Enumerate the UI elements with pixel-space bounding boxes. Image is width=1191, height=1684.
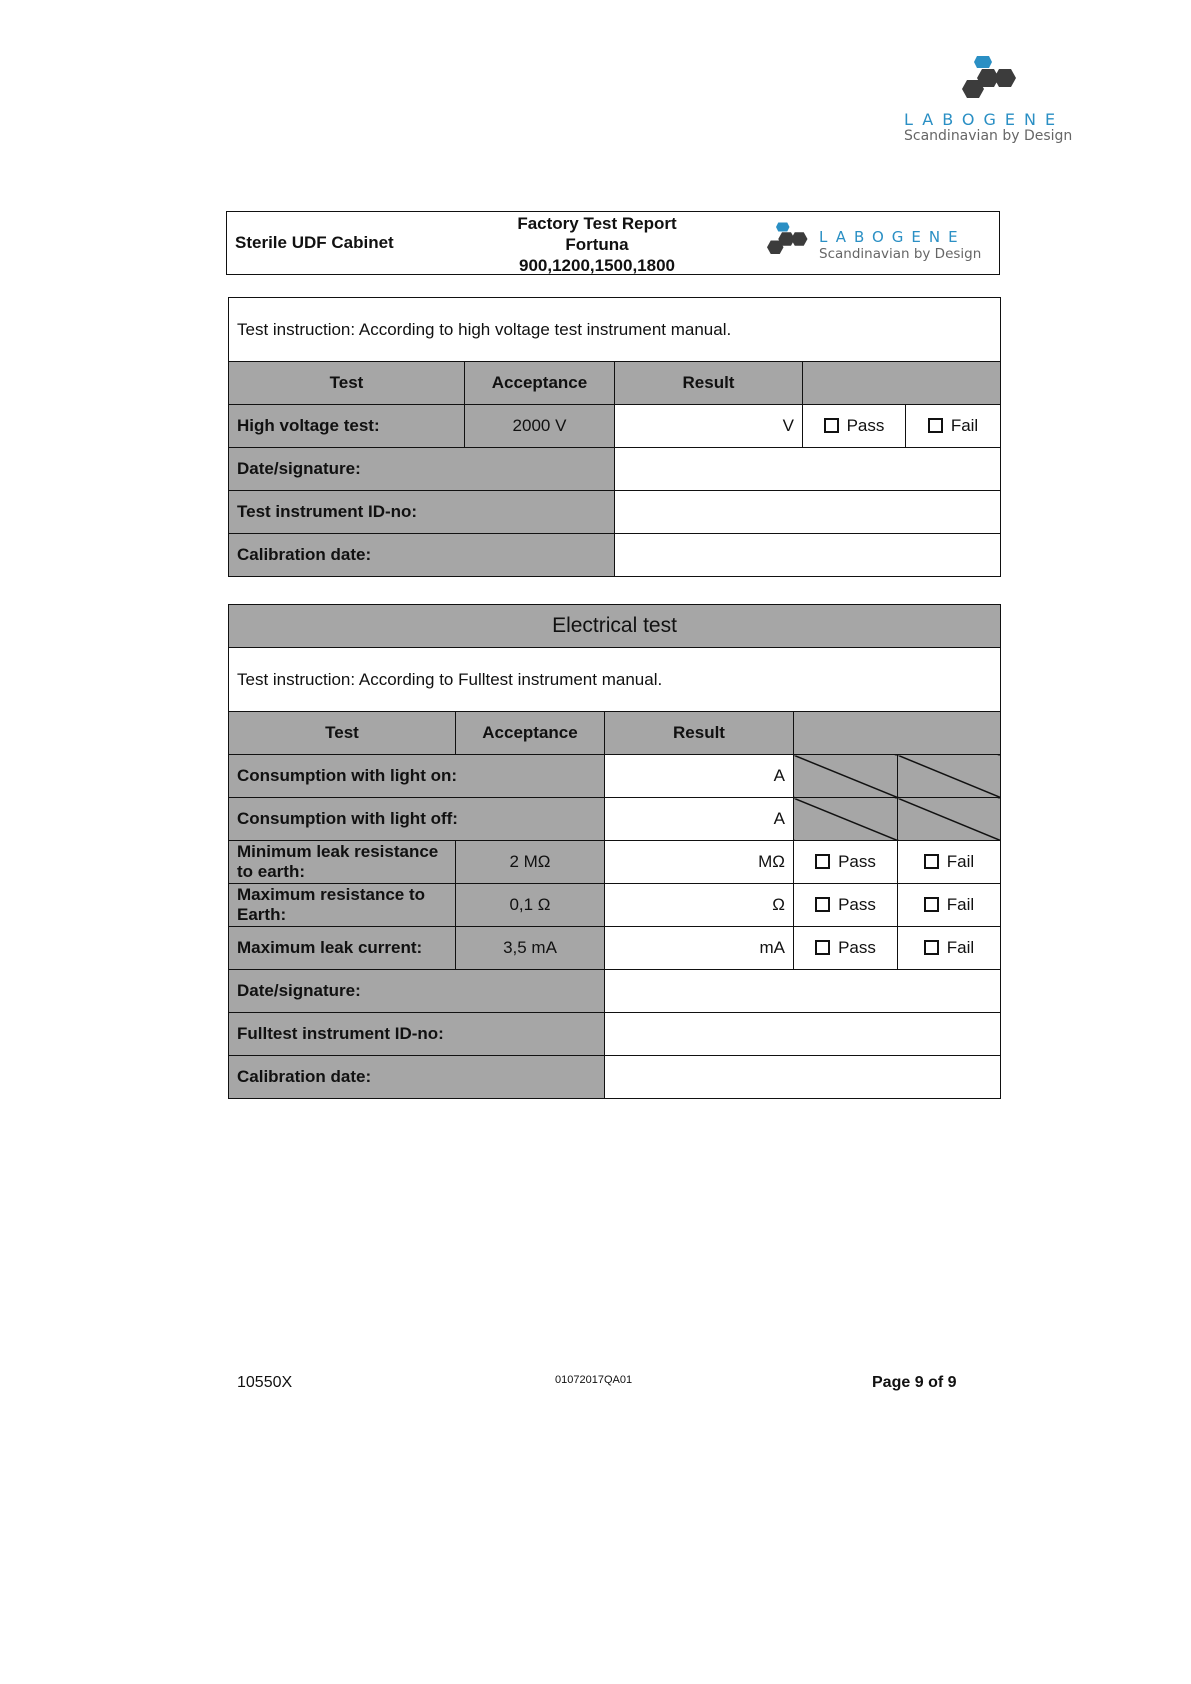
test-instruction: Test instruction: According to Fulltest instrument manual. bbox=[229, 648, 1001, 712]
header-logo-small bbox=[767, 220, 997, 268]
page-label: Page bbox=[872, 1374, 911, 1391]
crossed-out-cell bbox=[794, 755, 898, 798]
date-signature-label: Date/signature: bbox=[229, 448, 615, 491]
acceptance-value: 2 MΩ bbox=[456, 841, 605, 884]
table-row bbox=[229, 841, 1001, 884]
page-current: 9 bbox=[914, 1374, 924, 1391]
table-row bbox=[229, 884, 1001, 927]
pass-label: Pass bbox=[846, 416, 885, 435]
fail-label: Fail bbox=[950, 416, 979, 435]
report-title-block bbox=[497, 213, 697, 276]
brand-wordmark: LABOGENE bbox=[904, 110, 1065, 129]
fail-checkbox[interactable] bbox=[898, 927, 1001, 970]
unit-label: Ω bbox=[772, 895, 785, 914]
pass-checkbox[interactable] bbox=[794, 927, 898, 970]
hexagon-logo-icon bbox=[962, 56, 1026, 100]
pass-label: Pass bbox=[838, 895, 876, 914]
calibration-date-field[interactable] bbox=[605, 1056, 1001, 1099]
table-row bbox=[229, 755, 1001, 798]
table-row bbox=[229, 927, 1001, 970]
result-field[interactable] bbox=[605, 798, 794, 841]
unit-label: A bbox=[773, 766, 785, 785]
section-title bbox=[229, 605, 1001, 648]
result-field[interactable] bbox=[605, 927, 794, 970]
fail-checkbox[interactable] bbox=[906, 405, 1001, 448]
checkbox-icon bbox=[924, 897, 939, 912]
date-signature-field[interactable] bbox=[605, 970, 1001, 1013]
pass-checkbox[interactable] bbox=[794, 884, 898, 927]
calibration-date-label: Calibration date: bbox=[229, 534, 615, 577]
row-label: High voltage test: bbox=[229, 405, 465, 448]
electrical-test-table bbox=[228, 604, 1001, 1099]
row-label: Maximum leak current: bbox=[229, 927, 456, 970]
crossed-out-cell bbox=[898, 755, 1001, 798]
doc-number: 10550X bbox=[237, 1374, 293, 1391]
brand-tagline: Scandinavian by Design bbox=[819, 246, 982, 262]
result-field[interactable] bbox=[605, 884, 794, 927]
unit-label: V bbox=[782, 416, 794, 435]
col-header-result: Result bbox=[605, 712, 794, 755]
row-label: Minimum leak resistance to earth: bbox=[229, 841, 456, 884]
high-voltage-table bbox=[228, 297, 1001, 577]
checkbox-icon bbox=[815, 897, 830, 912]
fail-label: Fail bbox=[946, 938, 975, 957]
hexagon-logo-icon bbox=[767, 222, 815, 256]
report-title: Factory Test Report bbox=[517, 214, 677, 233]
acceptance-value: 2000 V bbox=[465, 405, 615, 448]
instrument-id-label: Test instrument ID-no: bbox=[229, 491, 615, 534]
result-field[interactable] bbox=[605, 841, 794, 884]
instrument-id-label: Fulltest instrument ID-no: bbox=[229, 1013, 605, 1056]
report-header bbox=[226, 211, 1000, 275]
model-name: Fortuna bbox=[565, 235, 629, 254]
instrument-id-field[interactable] bbox=[615, 491, 1001, 534]
unit-label: A bbox=[773, 809, 785, 828]
result-field[interactable] bbox=[605, 755, 794, 798]
pass-label: Pass bbox=[838, 852, 876, 871]
col-header-test: Test bbox=[229, 712, 456, 755]
checkbox-icon bbox=[924, 854, 939, 869]
result-field[interactable] bbox=[615, 405, 803, 448]
acceptance-value: 0,1 Ω bbox=[456, 884, 605, 927]
product-name: Sterile UDF Cabinet bbox=[235, 233, 394, 252]
calibration-date-label: Calibration date: bbox=[229, 1056, 605, 1099]
col-header-acceptance: Acceptance bbox=[456, 712, 605, 755]
revision-code: 01072017QA01 bbox=[555, 1374, 633, 1386]
pass-checkbox[interactable] bbox=[794, 841, 898, 884]
pass-checkbox[interactable] bbox=[803, 405, 906, 448]
fail-label: Fail bbox=[946, 852, 975, 871]
brand-wordmark: LABOGENE bbox=[819, 228, 966, 246]
col-header-empty bbox=[803, 362, 1001, 405]
fail-checkbox[interactable] bbox=[898, 884, 1001, 927]
acceptance-value: 3,5 mA bbox=[456, 927, 605, 970]
crossed-out-cell bbox=[898, 798, 1001, 841]
col-header-empty bbox=[794, 712, 1001, 755]
checkbox-icon bbox=[815, 854, 830, 869]
checkbox-icon bbox=[928, 418, 943, 433]
unit-label: mA bbox=[759, 938, 785, 957]
fail-checkbox[interactable] bbox=[898, 841, 1001, 884]
instrument-id-field[interactable] bbox=[605, 1013, 1001, 1056]
page-total: 9 bbox=[947, 1374, 957, 1391]
checkbox-icon bbox=[824, 418, 839, 433]
row-label: Consumption with light off: bbox=[229, 798, 605, 841]
fail-label: Fail bbox=[946, 895, 975, 914]
row-label: Consumption with light on: bbox=[229, 755, 605, 798]
pass-label: Pass bbox=[838, 938, 876, 957]
date-signature-field[interactable] bbox=[615, 448, 1001, 491]
unit-label: MΩ bbox=[758, 852, 785, 871]
page-number bbox=[872, 1374, 957, 1392]
row-label: Maximum resistance to Earth: bbox=[229, 884, 456, 927]
calibration-date-field[interactable] bbox=[615, 534, 1001, 577]
section-title-text: Electrical test bbox=[552, 614, 677, 637]
date-signature-label: Date/signature: bbox=[229, 970, 605, 1013]
col-header-result: Result bbox=[615, 362, 803, 405]
header-logo bbox=[900, 56, 1080, 146]
test-instruction: Test instruction: According to high voltage test instrument manual. bbox=[229, 298, 1001, 362]
table-row bbox=[229, 798, 1001, 841]
crossed-out-cell bbox=[794, 798, 898, 841]
page-of: of bbox=[928, 1374, 944, 1391]
brand-tagline: Scandinavian by Design bbox=[904, 128, 1073, 144]
checkbox-icon bbox=[924, 940, 939, 955]
checkbox-icon bbox=[815, 940, 830, 955]
model-sizes: 900,1200,1500,1800 bbox=[519, 256, 675, 275]
col-header-test: Test bbox=[229, 362, 465, 405]
col-header-acceptance: Acceptance bbox=[465, 362, 615, 405]
